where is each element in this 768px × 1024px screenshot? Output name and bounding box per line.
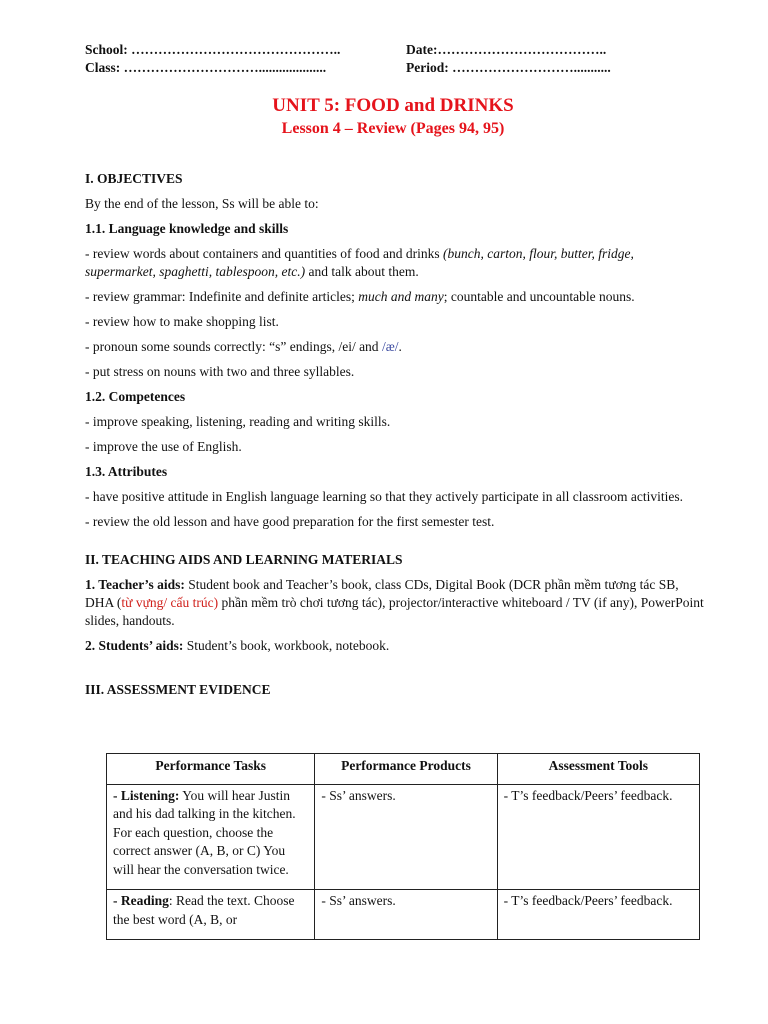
page-cutoff [0, 957, 768, 1024]
objective-pronunciation [85, 338, 705, 356]
column-header-tasks: Performance Tasks [107, 754, 315, 785]
objective-pronunciation-end: . [398, 339, 402, 354]
objective-grammar-end: ; countable and uncountable nouns. [443, 289, 635, 304]
objective-stress: - put stress on nouns with two and three syllables. [85, 364, 355, 379]
objective-vocabulary-end: and talk about them. [305, 264, 419, 279]
table-row [107, 784, 700, 890]
competences-heading: 1.2. Competences [85, 389, 186, 404]
grammar-much-many: much and many [358, 289, 444, 304]
class-field [85, 60, 326, 76]
teacher-aids-vocab: từ vựng/ cấu trúc) [121, 595, 219, 610]
class-dots: ………………………….................... [120, 60, 327, 75]
product-cell [315, 784, 497, 890]
teacher-aids-text-end: phần mềm trò chơi tương tác), projector/interactive whiteboard / TV (if any), PowerPoint slides, handouts. [85, 595, 704, 628]
column-header-products: Performance Products [315, 754, 497, 785]
objectives-heading: I. OBJECTIVES [85, 171, 183, 186]
school-label: School: [85, 42, 128, 57]
task-text: : Read the text. Choose the best word (A, B, or [113, 893, 295, 927]
class-label: Class: [85, 60, 121, 75]
unit-title: UNIT 5: FOOD and DRINKS [272, 95, 514, 116]
language-knowledge-heading: 1.1. Language knowledge and skills [85, 221, 289, 236]
competence-english: - improve the use of English. [85, 439, 242, 454]
column-header-tools: Assessment Tools [497, 754, 699, 785]
student-aids [85, 637, 705, 655]
product-text: - Ss’ answers. [321, 787, 396, 803]
assessment-table [106, 753, 700, 940]
attribute-positive: - have positive attitude in English language learning so that they actively participate in all classroom activities. [85, 489, 683, 504]
table-row [107, 890, 700, 940]
date-field [406, 42, 606, 58]
objectives-intro: By the end of the lesson, Ss will be able to: [85, 196, 319, 211]
teacher-aids-label: 1. Teacher’s aids: [85, 577, 185, 592]
date-label: Date: [406, 42, 438, 57]
task-label: - Reading [113, 893, 169, 908]
attribute-review: - review the old lesson and have good preparation for the first semester test. [85, 514, 495, 529]
competence-skills: - improve speaking, listening, reading and writing skills. [85, 414, 391, 429]
objective-shopping-list: - review how to make shopping list. [85, 314, 279, 329]
task-label: - Listening: [113, 787, 180, 803]
product-text: - Ss’ answers. [321, 893, 396, 908]
teacher-aids [85, 576, 705, 630]
task-cell [107, 890, 315, 940]
school-field [85, 42, 340, 58]
vocabulary-examples: (bunch, carton, flour, butter, fridge, supermarket, spaghetti, tablespoon, etc.) [85, 246, 634, 279]
lesson-title: Lesson 4 – Review (Pages 94, 95) [281, 120, 505, 137]
table-header-row [107, 754, 700, 785]
teaching-aids-heading: II. TEACHING AIDS AND LEARNING MATERIALS [85, 552, 403, 567]
date-dots: ……………………………….. [437, 42, 607, 57]
teacher-aids-text: Student book and Teacher’s book, class CDs, Digital Book (DCR phần mềm tương tác SB, DHA ( [85, 577, 679, 610]
objective-grammar-text: - review grammar: Indefinite and definite articles; [85, 289, 359, 304]
objective-pronunciation-text: - pronoun some sounds correctly: “s” endings, /ei/ and [85, 339, 382, 354]
tool-cell [497, 784, 699, 890]
period-dots: ………………………........... [448, 60, 611, 75]
objective-grammar [85, 288, 705, 306]
task-cell [107, 784, 315, 890]
tool-cell [497, 890, 699, 940]
school-dots: ……………………………………….. [127, 42, 341, 57]
phoneme-ae: /æ/ [381, 339, 399, 354]
task-text: You will hear Justin and his dad talking in the kitchen. For each question, choose the correct answer (A, B, or C) You will hear the conversation twice. [113, 787, 296, 877]
product-cell [315, 890, 497, 940]
objective-vocabulary-text: - review words about containers and quantities of food and drinks [85, 246, 444, 261]
tool-text: - T’s feedback/Peers’ feedback. [503, 787, 673, 803]
period-label: Period: [406, 60, 449, 75]
student-aids-label: 2. Students’ aids: [85, 638, 184, 653]
objective-vocabulary [85, 245, 705, 281]
attributes-heading: 1.3. Attributes [85, 464, 168, 479]
lesson-content [85, 170, 705, 706]
assessment-heading: III. ASSESSMENT EVIDENCE [85, 682, 271, 697]
tool-text: - T’s feedback/Peers’ feedback. [503, 893, 673, 908]
period-field [406, 60, 611, 76]
student-aids-text: Student’s book, workbook, notebook. [183, 638, 390, 653]
